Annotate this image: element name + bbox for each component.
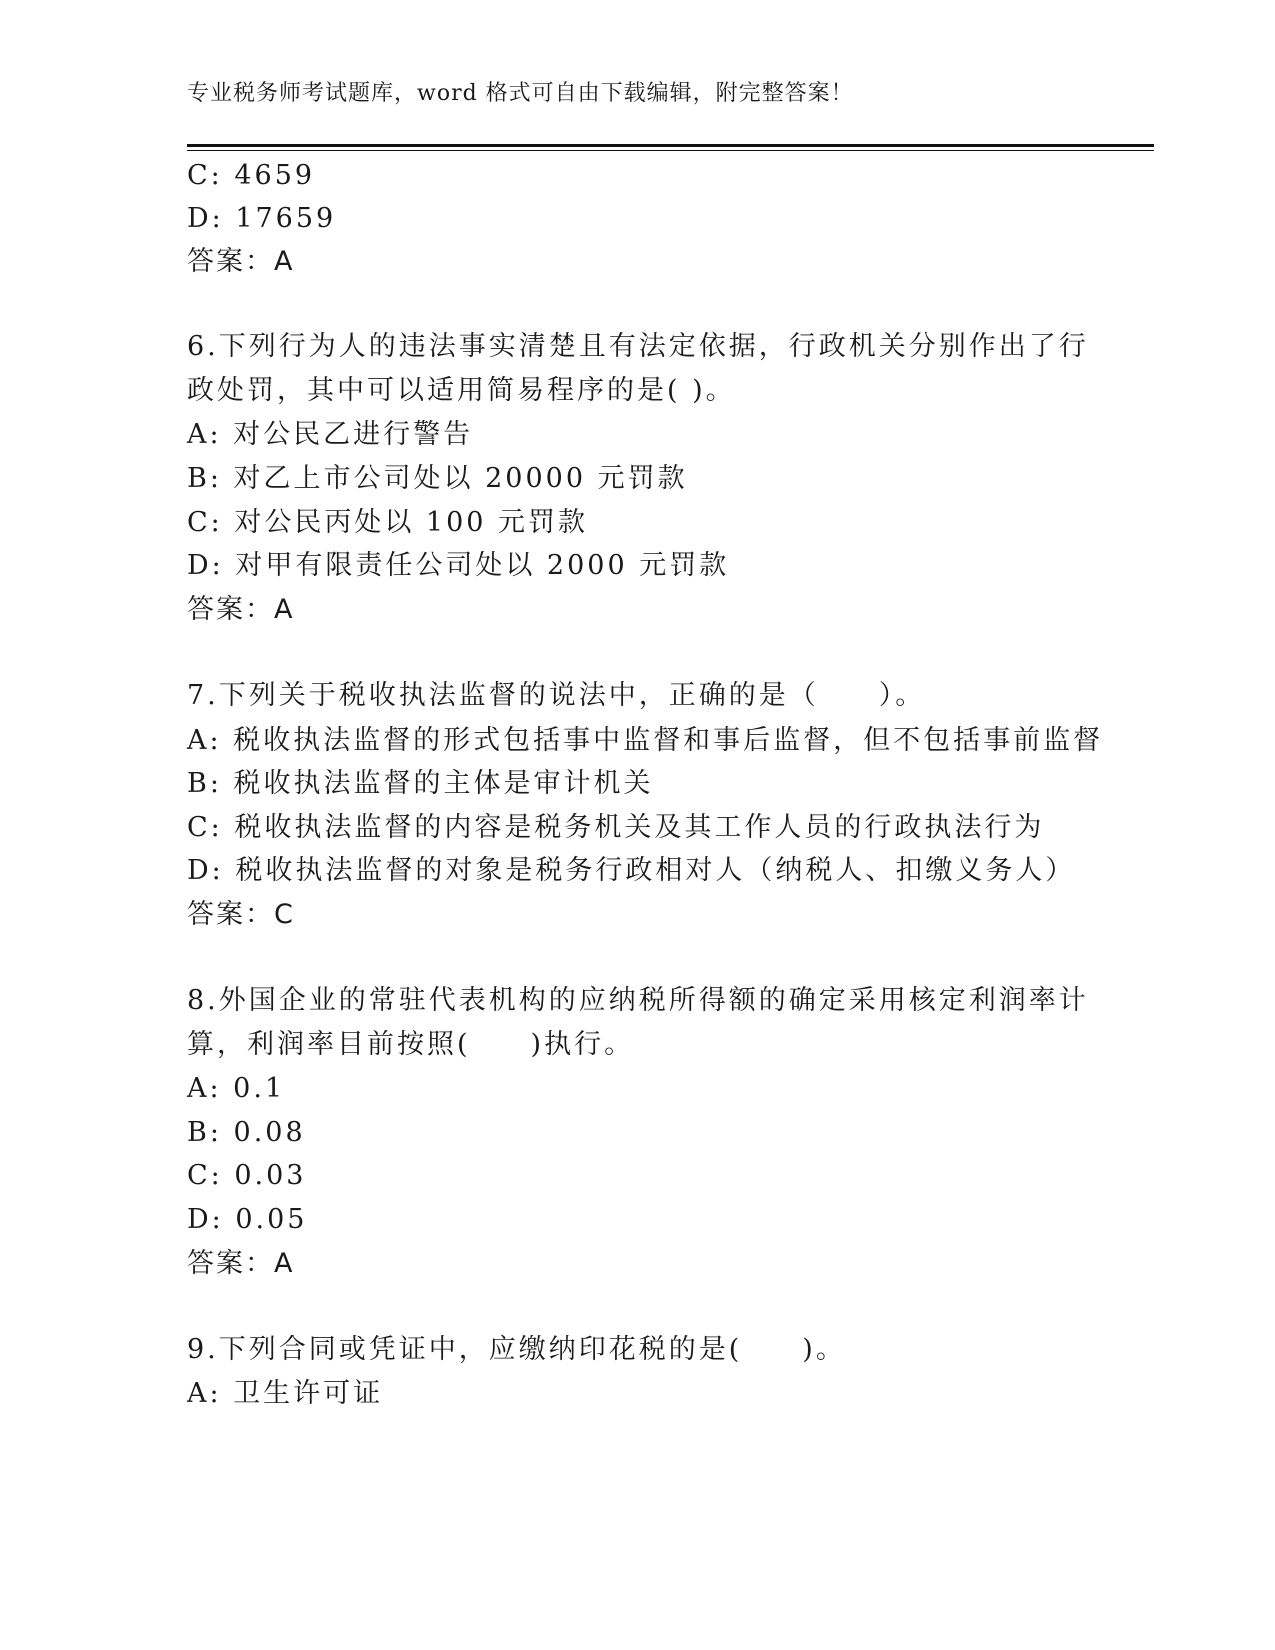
header-rule-thick: [187, 144, 1154, 147]
question-9-option-a: A: 卫生许可证: [187, 1378, 384, 1409]
question-7-stem-line-1: 7.下列关于税收执法监督的说法中，正确的是（ ）。: [187, 680, 926, 711]
question-6-option-a: A: 对公民乙进行警告: [187, 419, 474, 450]
question-7-answer: 答案：C: [187, 899, 295, 930]
question-6-stem-line-2: 政处罚，其中可以适用简易程序的是( )。: [187, 375, 736, 406]
question-7-option-d: D: 税收执法监督的对象是税务行政相对人（纳税人、扣缴义务人）: [187, 855, 1076, 886]
question-7-option-a: A: 税收执法监督的形式包括事中监督和事后监督，但不包括事前监督: [187, 725, 1104, 756]
question-6-answer: 答案：A: [187, 594, 295, 625]
question-9-stem-line-1: 9.下列合同或凭证中，应缴纳印花税的是( )。: [187, 1334, 846, 1365]
option-c: C: 4659: [187, 160, 316, 191]
question-8-option-b: B: 0.08: [187, 1117, 306, 1148]
question-7-option-c: C: 税收执法监督的内容是税务机关及其工作人员的行政执法行为: [187, 812, 1045, 843]
question-8-option-a: A: 0.1: [187, 1073, 286, 1104]
question-8-stem-line-2: 算，利润率目前按照( )执行。: [187, 1029, 635, 1060]
question-8-option-d: D: 0.05: [187, 1204, 308, 1235]
question-7-option-b: B: 税收执法监督的主体是审计机关: [187, 768, 654, 799]
question-6-option-c: C: 对公民丙处以 100 元罚款: [187, 507, 589, 538]
question-6-stem-line-1: 6.下列行为人的违法事实清楚且有法定依据，行政机关分别作出了行: [187, 331, 1089, 362]
answer-line: 答案：A: [187, 246, 295, 277]
option-d: D: 17659: [187, 203, 337, 234]
header-rule-thin: [187, 150, 1154, 151]
question-8-option-c: C: 0.03: [187, 1160, 307, 1191]
page-header: 专业税务师考试题库，word 格式可自由下载编辑，附完整答案！: [187, 81, 854, 106]
question-6-option-d: D: 对甲有限责任公司处以 2000 元罚款: [187, 550, 730, 581]
question-6-option-b: B: 对乙上市公司处以 20000 元罚款: [187, 463, 688, 494]
question-8-stem-line-1: 8.外国企业的常驻代表机构的应纳税所得额的确定采用核定利润率计: [187, 985, 1089, 1016]
question-8-answer: 答案：A: [187, 1248, 295, 1279]
